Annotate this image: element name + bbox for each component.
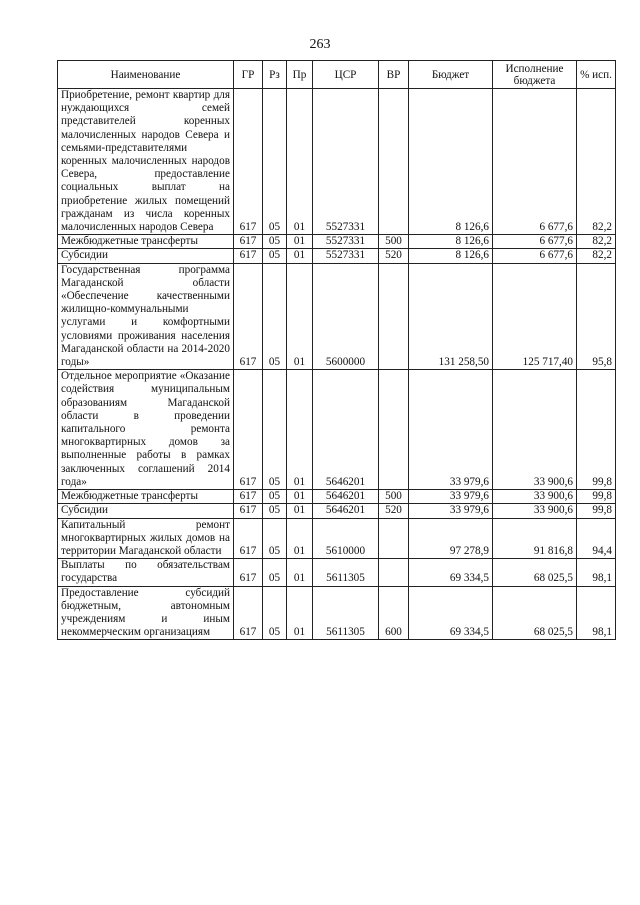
row-name: Капитальный ремонт многоквартирных жилых домов на территории Магаданской области xyxy=(58,518,234,559)
row-percent: 99,8 xyxy=(577,504,616,518)
header-budget: Бюджет xyxy=(409,61,493,89)
row-pr: 01 xyxy=(287,504,313,518)
row-gr: 617 xyxy=(234,518,263,559)
row-csr: 5527331 xyxy=(313,235,379,249)
row-csr: 5600000 xyxy=(313,263,379,370)
row-pr: 01 xyxy=(287,249,313,263)
row-gr: 617 xyxy=(234,370,263,490)
row-execution: 125 717,40 xyxy=(493,263,577,370)
row-name: Субсидии xyxy=(58,504,234,518)
header-csr: ЦСР xyxy=(313,61,379,89)
row-rz: 05 xyxy=(263,490,287,504)
row-rz: 05 xyxy=(263,263,287,370)
row-percent: 82,2 xyxy=(577,235,616,249)
row-name: Отдельное мероприятие «Оказание содействия муниципальным образованиям Магаданской области в проведении капитального ремонта многоквартирных домов за выполненные работы в рамках заключенных соглашений 2014 года» xyxy=(58,370,234,490)
row-percent: 82,2 xyxy=(577,249,616,263)
row-gr: 617 xyxy=(234,235,263,249)
row-budget: 97 278,9 xyxy=(409,518,493,559)
row-pr: 01 xyxy=(287,559,313,586)
row-gr: 617 xyxy=(234,504,263,518)
row-csr: 5646201 xyxy=(313,504,379,518)
row-execution: 68 025,5 xyxy=(493,586,577,640)
row-csr: 5527331 xyxy=(313,89,379,235)
header-pr: Пр xyxy=(287,61,313,89)
row-execution: 6 677,6 xyxy=(493,249,577,263)
row-rz: 05 xyxy=(263,235,287,249)
row-name: Выплаты по обязательствам государства xyxy=(58,559,234,586)
header-execution: Исполнение бюджета xyxy=(493,61,577,89)
row-gr: 617 xyxy=(234,586,263,640)
row-gr: 617 xyxy=(234,89,263,235)
row-percent: 94,4 xyxy=(577,518,616,559)
row-name: Приобретение, ремонт квартир для нуждающихся семей представителей коренных малочисленных народов Севера и семьями-представителями коренных малочисленных народов Севера, предоставление социальных выплат на приобретение жилых помещений гражданам из числа коренных малочисленных народов Севера xyxy=(58,89,234,235)
row-pr: 01 xyxy=(287,263,313,370)
row-execution: 33 900,6 xyxy=(493,504,577,518)
row-rz: 05 xyxy=(263,586,287,640)
row-vr xyxy=(379,518,409,559)
header-percent: % исп. xyxy=(577,61,616,89)
row-pr: 01 xyxy=(287,89,313,235)
row-execution: 6 677,6 xyxy=(493,235,577,249)
table-row xyxy=(58,249,616,263)
table-row xyxy=(58,263,616,370)
row-percent: 99,8 xyxy=(577,490,616,504)
header-vr: ВР xyxy=(379,61,409,89)
row-budget: 33 979,6 xyxy=(409,490,493,504)
header-name: Наименование xyxy=(58,61,234,89)
row-gr: 617 xyxy=(234,559,263,586)
row-vr: 520 xyxy=(379,249,409,263)
row-budget: 69 334,5 xyxy=(409,559,493,586)
table-row xyxy=(58,504,616,518)
row-percent: 98,1 xyxy=(577,586,616,640)
table-row xyxy=(58,586,616,640)
row-budget: 8 126,6 xyxy=(409,89,493,235)
row-execution: 33 900,6 xyxy=(493,370,577,490)
row-percent: 82,2 xyxy=(577,89,616,235)
row-execution: 91 816,8 xyxy=(493,518,577,559)
table-row xyxy=(58,518,616,559)
row-vr: 520 xyxy=(379,504,409,518)
row-budget: 69 334,5 xyxy=(409,586,493,640)
row-rz: 05 xyxy=(263,370,287,490)
row-vr: 500 xyxy=(379,490,409,504)
row-vr: 600 xyxy=(379,586,409,640)
row-csr: 5610000 xyxy=(313,518,379,559)
table-row xyxy=(58,89,616,235)
table-header-row xyxy=(58,61,616,89)
row-budget: 131 258,50 xyxy=(409,263,493,370)
row-gr: 617 xyxy=(234,249,263,263)
row-pr: 01 xyxy=(287,235,313,249)
budget-table xyxy=(57,60,616,640)
row-rz: 05 xyxy=(263,504,287,518)
row-name: Межбюджетные трансферты xyxy=(58,235,234,249)
row-rz: 05 xyxy=(263,518,287,559)
row-vr xyxy=(379,559,409,586)
row-csr: 5646201 xyxy=(313,370,379,490)
row-execution: 6 677,6 xyxy=(493,89,577,235)
row-name: Субсидии xyxy=(58,249,234,263)
header-gr: ГР xyxy=(234,61,263,89)
row-rz: 05 xyxy=(263,89,287,235)
row-csr: 5611305 xyxy=(313,586,379,640)
header-rz: Рз xyxy=(263,61,287,89)
table-row xyxy=(58,370,616,490)
row-budget: 33 979,6 xyxy=(409,504,493,518)
row-execution: 68 025,5 xyxy=(493,559,577,586)
page-number: 263 xyxy=(309,37,331,52)
row-vr: 500 xyxy=(379,235,409,249)
row-pr: 01 xyxy=(287,586,313,640)
row-percent: 99,8 xyxy=(577,370,616,490)
row-csr: 5646201 xyxy=(313,490,379,504)
row-percent: 98,1 xyxy=(577,559,616,586)
row-budget: 33 979,6 xyxy=(409,370,493,490)
row-execution: 33 900,6 xyxy=(493,490,577,504)
row-vr xyxy=(379,263,409,370)
row-vr xyxy=(379,89,409,235)
table-row xyxy=(58,490,616,504)
row-gr: 617 xyxy=(234,490,263,504)
row-budget: 8 126,6 xyxy=(409,235,493,249)
row-rz: 05 xyxy=(263,559,287,586)
row-pr: 01 xyxy=(287,518,313,559)
row-pr: 01 xyxy=(287,490,313,504)
row-vr xyxy=(379,370,409,490)
row-rz: 05 xyxy=(263,249,287,263)
row-name: Предоставление субсидий бюджетным, автономным учреждениям и иным некоммерческим организациям xyxy=(58,586,234,640)
row-percent: 95,8 xyxy=(577,263,616,370)
table-row xyxy=(58,559,616,586)
row-csr: 5527331 xyxy=(313,249,379,263)
row-csr: 5611305 xyxy=(313,559,379,586)
row-name: Государственная программа Магаданской области «Обеспечение качественными жилищно-коммунальными услугами и комфортными условиями проживания населения Магаданской области на 2014-2020 годы» xyxy=(58,263,234,370)
row-pr: 01 xyxy=(287,370,313,490)
row-gr: 617 xyxy=(234,263,263,370)
table-row xyxy=(58,235,616,249)
row-name: Межбюджетные трансферты xyxy=(58,490,234,504)
row-budget: 8 126,6 xyxy=(409,249,493,263)
